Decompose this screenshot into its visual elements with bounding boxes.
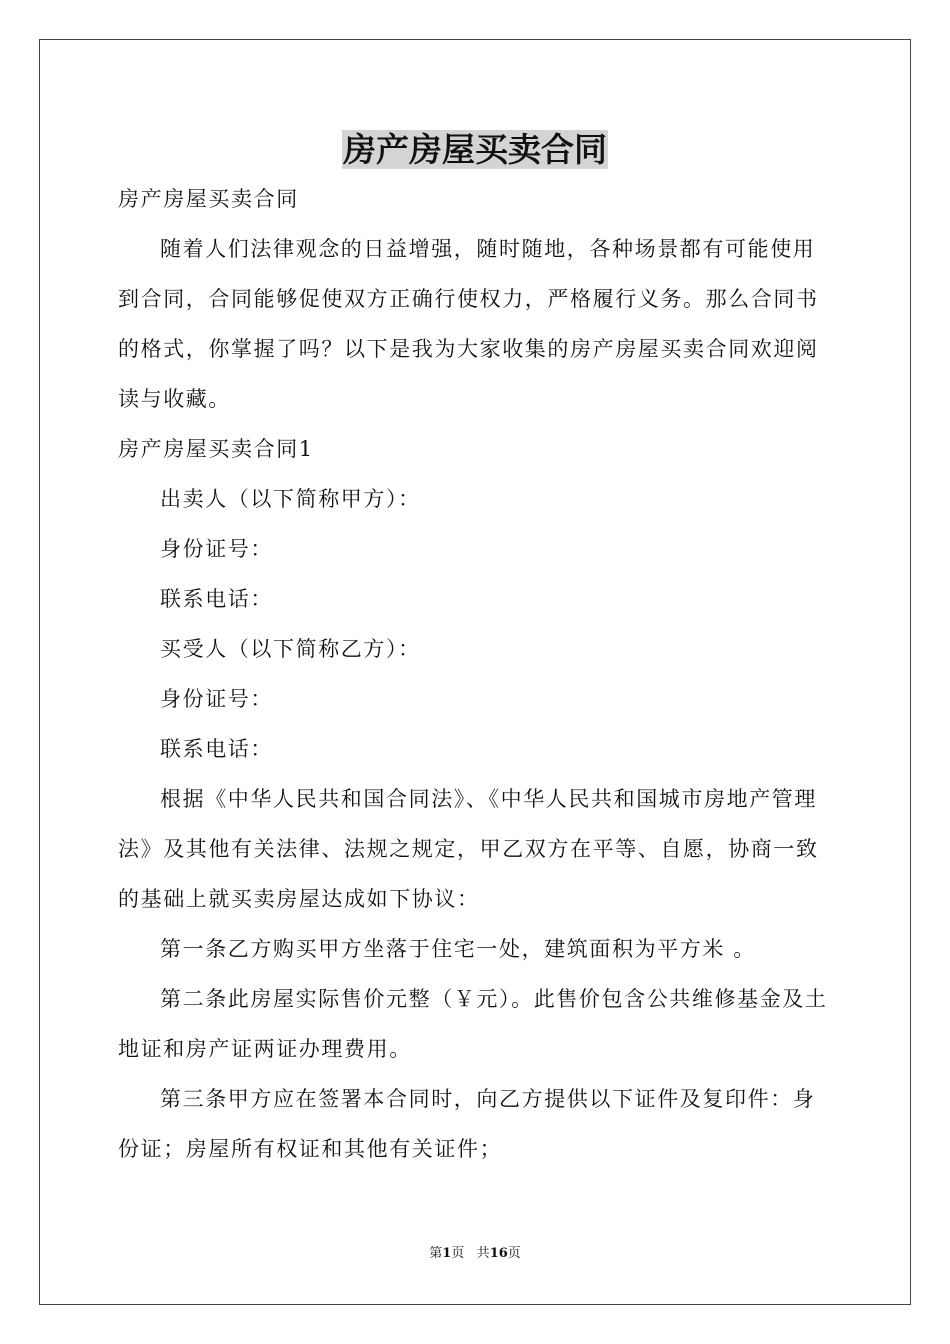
paragraph: 身份证号：: [160, 537, 273, 561]
document-title-text: 房产房屋买卖合同: [343, 130, 607, 169]
paragraph: 买受人（以下简称乙方）：: [160, 637, 421, 661]
footer-page-suffix: 页: [451, 1246, 465, 1261]
paragraph: 房产房屋买卖合同1: [118, 437, 314, 461]
paragraph: 联系电话：: [160, 587, 273, 611]
paragraph: 第三条甲方应在签署本合同时，向乙方提供以下证件及复印件：身份证；房屋所有权证和其他有关证件；: [118, 1087, 816, 1161]
footer-total-suffix: 页: [507, 1246, 521, 1261]
paragraph: 身份证号：: [160, 687, 273, 711]
paragraph: 第二条此房屋实际售价元整（￥元）。此售价包含公共维修基金及土地证和房产证两证办理费用。: [118, 987, 828, 1061]
paragraph: 出卖人（以下简称甲方）：: [160, 487, 421, 511]
paragraph: 房产房屋买卖合同: [118, 187, 299, 211]
paragraph: 根据《中华人民共和国合同法》、《中华人民共和国城市房地产管理法》及其他有关法律、法规之规定，甲乙双方在平等、自愿，协商一致的基础上就买卖房屋达成如下协议：: [118, 787, 819, 911]
paragraph: 随着人们法律观念的日益增强，随时随地，各种场景都有可能使用到合同，合同能够促使双方正确行使权力，严格履行义务。那么合同书的格式，你掌握了吗？以下是我为大家收集的房产房屋买卖合同欢迎阅读与收藏。: [118, 237, 819, 411]
paragraph: 联系电话：: [160, 737, 273, 761]
document-title: [0, 128, 950, 172]
footer-page-number: 1: [442, 1246, 452, 1261]
footer-total-prefix: 共: [476, 1246, 490, 1261]
footer-total-pages: 16: [489, 1246, 508, 1261]
document-body: [118, 174, 834, 1174]
paragraph: 第一条乙方购买甲方坐落于住宅一处，建筑面积为平方米 。: [160, 937, 756, 961]
page-footer: [0, 1244, 950, 1264]
footer-page-prefix: 第: [429, 1246, 443, 1261]
